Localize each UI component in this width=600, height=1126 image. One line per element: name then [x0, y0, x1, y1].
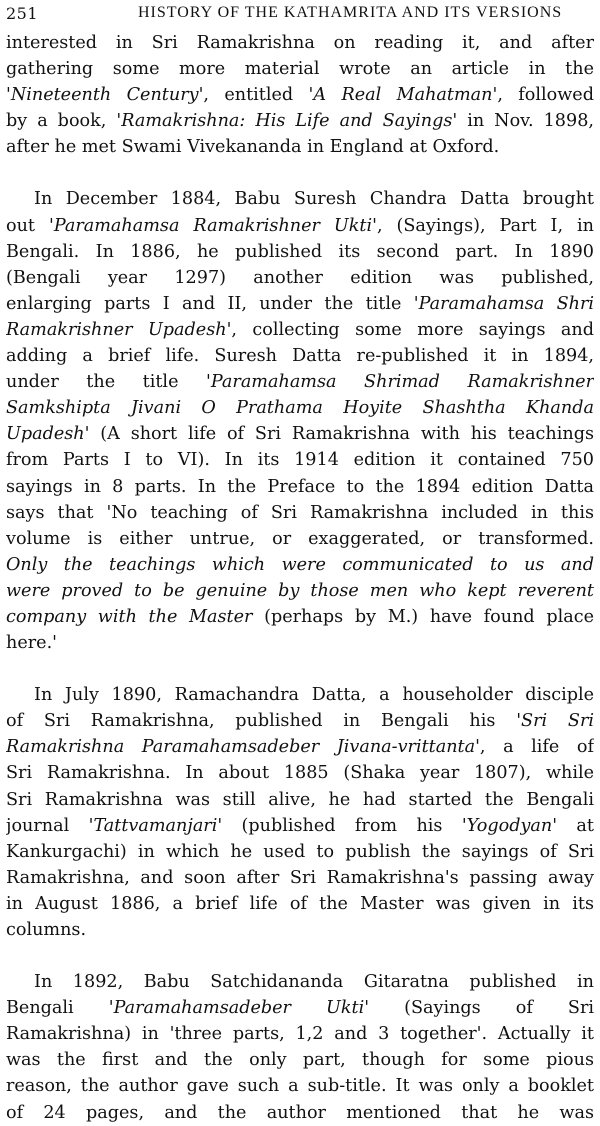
text-line: Sri Ramakrishna was still alive, he had started the Bengali	[6, 789, 594, 810]
text-line: adding a brief life. Suresh Datta re-published it in 1894,	[6, 346, 594, 367]
text-line: was the first and the only part, though for some pious	[6, 1050, 594, 1071]
text-line: Sri Ramakrishna. In about 1885 (Shaka year 1807), while	[6, 763, 594, 784]
text-line: enlarging parts I and II, under the title 'Paramahamsa Shri	[6, 293, 594, 314]
text-line: reason, the author gave such a sub-title. It was only a booklet	[6, 1076, 594, 1097]
text-line: In December 1884, Babu Suresh Chandra Datta brought	[34, 189, 594, 210]
text-line: by a book, 'Ramakrishna: His Life and Sayings' in Nov. 1898,	[6, 111, 594, 132]
text-line: of 24 pages, and the author mentioned that he was	[6, 1102, 594, 1123]
text-line: Ramakrishna) in 'three parts, 1,2 and 3 together'. Actually it	[6, 1024, 594, 1045]
text-line: Bengali 'Paramahamsadeber Ukti' (Sayings of Sri	[6, 998, 594, 1019]
page-number: 251	[6, 4, 39, 23]
text-line: Upadesh' (A short life of Sri Ramakrishna with his teachings	[6, 424, 594, 445]
paragraph	[6, 186, 594, 656]
text-line: In 1892, Babu Satchidananda Gitaratna published in	[34, 972, 594, 993]
text-line: under the title 'Paramahamsa Shrimad Ramakrishner	[6, 372, 594, 393]
paragraph	[6, 30, 594, 160]
text-line: Ramakrishner Upadesh', collecting some more sayings and	[6, 319, 594, 340]
text-line: Ramakrishna, and soon after Sri Ramakrishna's passing away	[6, 867, 594, 888]
text-line: from Parts I to VI). In its 1914 edition it contained 750	[6, 450, 594, 471]
text-line: columns.	[6, 920, 87, 940]
text-line: Only the teachings which were communicated to us and	[6, 554, 594, 575]
text-line: 'Nineteenth Century', entitled 'A Real Mahatman', followed	[6, 85, 594, 106]
text-line: Ramakrishna Paramahamsadeber Jivana-vrittanta', a life of	[6, 737, 594, 758]
page-header	[0, 4, 600, 26]
text-line: out 'Paramahamsa Ramakrishner Ukti', (Sayings), Part I, in	[6, 215, 594, 236]
text-line: were proved to be genuine by those men who kept reverent	[6, 580, 594, 601]
text-line: says that 'No teaching of Sri Ramakrishna included in this	[6, 502, 594, 523]
text-line: (Bengali year 1297) another edition was published,	[6, 267, 594, 288]
text-line: sayings in 8 parts. In the Preface to the 1894 edition Datta	[6, 476, 594, 497]
text-line: company with the Master (perhaps by M.) have found place	[6, 606, 594, 627]
text-line: volume is either untrue, or exaggerated, or transformed.	[6, 528, 594, 549]
text-line: interested in Sri Ramakrishna on reading it, and after	[6, 33, 594, 53]
text-line: in August 1886, a brief life of the Master was given in its	[6, 893, 594, 914]
running-title: HISTORY OF THE KATHAMRITA AND ITS VERSIONS	[138, 4, 563, 21]
text-line: Bengali. In 1886, he published its second part. In 1890	[6, 241, 594, 262]
text-line: here.'	[6, 633, 57, 654]
text-line: gathering some more material wrote an article in the	[6, 59, 594, 80]
page-body	[6, 30, 594, 1126]
text-line: Kankurgachi) in which he used to publish the sayings of Sri	[6, 841, 594, 862]
text-line: In July 1890, Ramachandra Datta, a householder disciple	[34, 685, 594, 706]
paragraph	[6, 682, 594, 943]
text-line: after he met Swami Vivekananda in England at Oxford.	[6, 137, 500, 158]
text-line: of Sri Ramakrishna, published in Bengali his 'Sri Sri	[6, 711, 594, 732]
text-line: Samkshipta Jivani O Prathama Hoyite Shashtha Khanda	[6, 398, 594, 419]
text-line: journal 'Tattvamanjari' (published from his 'Yogodyan' at	[6, 815, 594, 836]
paragraph	[6, 969, 594, 1126]
